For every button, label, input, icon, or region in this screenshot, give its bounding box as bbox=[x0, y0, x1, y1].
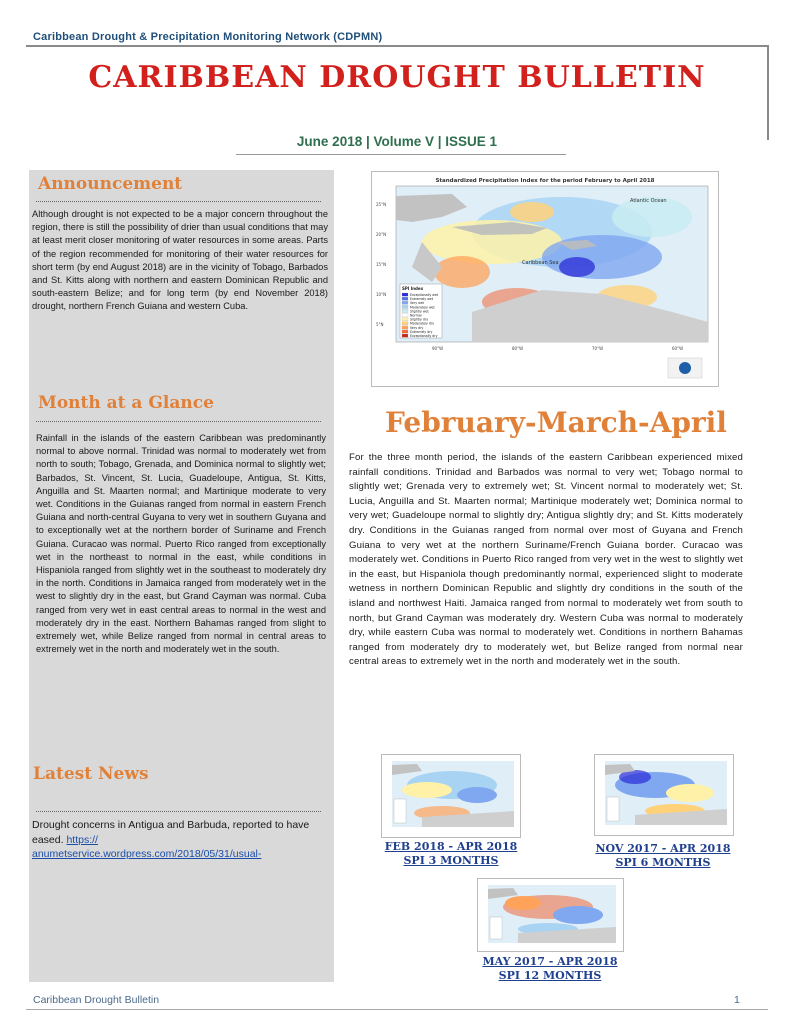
caption-spi12 bbox=[474, 955, 626, 983]
spi-map-title: Standardized Precipitation Index for the period February to April 2018 bbox=[435, 178, 655, 184]
network-title: Caribbean Drought & Precipitation Monitoring Network (CDPMN) bbox=[33, 31, 383, 43]
logo-icon bbox=[679, 362, 691, 374]
section-body: For the three month period, the islands of the eastern Caribbean experienced mixed rainfall conditions. Trinidad and Barbados was normal to very wet; Tobago normal to slightly wet; Grenada very to extremely wet; St. Vincent normal to moderately wet; St. Lucia, Anguilla and St. Maarten normal; Martinique moderately wet; Dominica normal to very wet; Guadeloupe normal to slightly dry; Antigua slightly dry; and St. Kitts moderately dry. Conditions in the Guianas ranged from normal over most of Guyana and French Guiana to very wet at the northern Suriname/French Guiana border. Curacao was moderately wet. Conditions in Puerto Rico ranged from very wet in the west to slightly wet in the east, but Hispaniola though predominantly normal, experienced slight to moderate wetness in northern Dominican Republic and slightly dry conditions in the south of the island and northwest Haiti. Jamaica ranged from normal to moderately wet from south to north, but Grand Cayman was moderately dry. Western Cuba was normal to moderately dry, while eastern Cuba was normal to moderately wet. Conditions in northern Bahamas ranged from moderately dry to moderately wet, but Belize ranged from normal near central areas to extremely wet in the north and moderately wet in the south. bbox=[349, 452, 743, 668]
thumbnail-spi12 bbox=[477, 878, 624, 952]
legend-swatch bbox=[402, 330, 408, 333]
caption-spi6-line2: SPI 6 MONTHS bbox=[615, 856, 711, 869]
section-title: February-March-April bbox=[385, 406, 727, 439]
lat-tick-label: 5°N bbox=[376, 322, 384, 327]
sidebar bbox=[29, 170, 334, 982]
announcement-text: Although drought is not expected to be a major concern throughout the region, there is still the possibility of drier than usual conditions that may at least merit closer monitoring of water resources in some areas. Parts of the region recommended for monitoring of their water resources for short term (by end August 2018) are in the vicinity of Tobago, Barbados and St. Kitts along with northern and eastern Dominican Republic and south-eastern Belize; and for long term (by end November 2018) drought, northern French Guiana and western Cuba. bbox=[32, 209, 328, 312]
lon-tick-label: 60°W bbox=[672, 346, 684, 351]
spi-legend bbox=[400, 284, 442, 338]
lon-tick-label: 90°W bbox=[432, 346, 444, 351]
footer-title: Caribbean Drought Bulletin bbox=[33, 994, 160, 1006]
legend-label: Exceptionally wet bbox=[410, 293, 439, 297]
issue-line: June 2018 | Volume V | ISSUE 1 bbox=[296, 134, 498, 149]
lat-tick-label: 15°N bbox=[376, 262, 387, 267]
caption-spi6 bbox=[584, 842, 742, 870]
month-at-glance-heading: Month at a Glance bbox=[38, 393, 214, 413]
lon-tick-label: 70°W bbox=[592, 346, 604, 351]
caption-spi12-line1: MAY 2017 - APR 2018 bbox=[482, 955, 618, 968]
legend-label: Slightly dry bbox=[410, 317, 429, 322]
spi-map-graphic bbox=[372, 172, 718, 386]
header-rule bbox=[26, 45, 768, 47]
thumbnail-spi6 bbox=[594, 754, 734, 836]
announcement-heading: Announcement bbox=[38, 174, 183, 194]
announcement-divider bbox=[36, 201, 321, 202]
caption-spi12-line2: SPI 12 MONTHS bbox=[498, 969, 602, 982]
caption-spi6-line1: NOV 2017 - APR 2018 bbox=[595, 842, 731, 855]
thumbnail-spi12-graphic bbox=[478, 879, 623, 951]
legend-swatch bbox=[402, 322, 408, 325]
spi-legend-title: SPI Index bbox=[402, 286, 424, 291]
legend-swatch bbox=[402, 318, 408, 321]
issue-rule bbox=[236, 154, 566, 155]
legend-label: Moderately wet bbox=[410, 305, 435, 310]
footer-rule bbox=[26, 1009, 768, 1010]
legend-label: Extremely wet bbox=[410, 297, 434, 302]
latest-news-text bbox=[32, 818, 328, 862]
latest-news-divider bbox=[36, 811, 321, 812]
news-link-end[interactable]: anumetservice.wordpress.com/2018/05/31/usual- bbox=[32, 848, 262, 860]
month-at-glance-divider bbox=[36, 421, 321, 422]
caption-spi3-line2: SPI 3 MONTHS bbox=[403, 854, 499, 867]
caribbean-label: Caribbean Sea bbox=[522, 260, 559, 266]
legend-swatch bbox=[402, 301, 408, 304]
spi-map bbox=[371, 171, 719, 387]
legend-label: Normal bbox=[410, 313, 422, 318]
legend-swatch bbox=[402, 297, 408, 300]
legend-swatch bbox=[402, 305, 408, 308]
legend-label: Slightly wet bbox=[410, 309, 429, 314]
lat-tick-label: 10°N bbox=[376, 292, 387, 297]
legend-label: Very wet bbox=[410, 301, 424, 306]
thumbnail-spi3-graphic bbox=[382, 755, 520, 837]
legend-label: Extremely dry bbox=[410, 329, 433, 334]
atlantic-label: Atlantic Ocean bbox=[630, 198, 667, 204]
latest-news-heading: Latest News bbox=[33, 764, 149, 784]
legend-label: Exceptionally dry bbox=[410, 334, 438, 338]
thumbnail-spi6-graphic bbox=[595, 755, 733, 835]
page-number: 1 bbox=[734, 994, 740, 1006]
legend-label: Very dry bbox=[410, 325, 424, 330]
legend-swatch bbox=[402, 293, 408, 296]
caption-spi3-line1: FEB 2018 - APR 2018 bbox=[384, 840, 518, 853]
latest-news-body: Drought concerns in Antigua and Barbuda, reported to have eased. bbox=[32, 819, 310, 846]
lat-tick-label: 20°N bbox=[376, 232, 387, 237]
bulletin-title: CARIBBEAN DROUGHT BULLETIN bbox=[88, 60, 706, 95]
legend-label: Moderately dry bbox=[410, 321, 435, 326]
legend-swatch bbox=[402, 314, 408, 317]
lat-tick-label: 25°N bbox=[376, 202, 387, 207]
legend-swatch bbox=[402, 334, 408, 337]
legend-swatch bbox=[402, 326, 408, 329]
lon-tick-label: 80°W bbox=[512, 346, 524, 351]
caption-spi3 bbox=[376, 840, 526, 868]
news-link-start[interactable]: https:// bbox=[66, 833, 98, 846]
month-at-glance-text: Rainfall in the islands of the eastern Caribbean was predominantly normal to above normal. Trinidad was normal to moderately wet from north to south; Tobago, Grenada, and Dominica normal to slightly wet; Barbados, St. Vincent, St. Lucia, Guadeloupe, Antigua, St. Kitts, Anguilla and St. Maarten normal; and Martinique moderate to very wet. Conditions in the Guianas ranged from normal in eastern French Guiana and north-central Guyana to very wet in southern Guyana and to exceptionally wet at the northern border of Suriname and French Guiana. Curacao was normal. Puerto Rico ranged from exceptionally wet in the northeast to normal in the east, while conditions in Hispaniola ranged from slightly wet in the southeast to moderately dry in the north. Conditions in Jamaica ranged from moderately wet in the west to slightly dry in the east, but Grand Cayman was normal. Cuba ranged from very wet in east central areas to normal in the west and moderately dry in the east. Northern Bahamas ranged from slight to extremely wet, while Belize ranged from normal in central areas to extremely wet in the north and moderately wet in the south. bbox=[36, 433, 326, 655]
thumbnail-spi3 bbox=[381, 754, 521, 838]
legend-swatch bbox=[402, 309, 408, 312]
